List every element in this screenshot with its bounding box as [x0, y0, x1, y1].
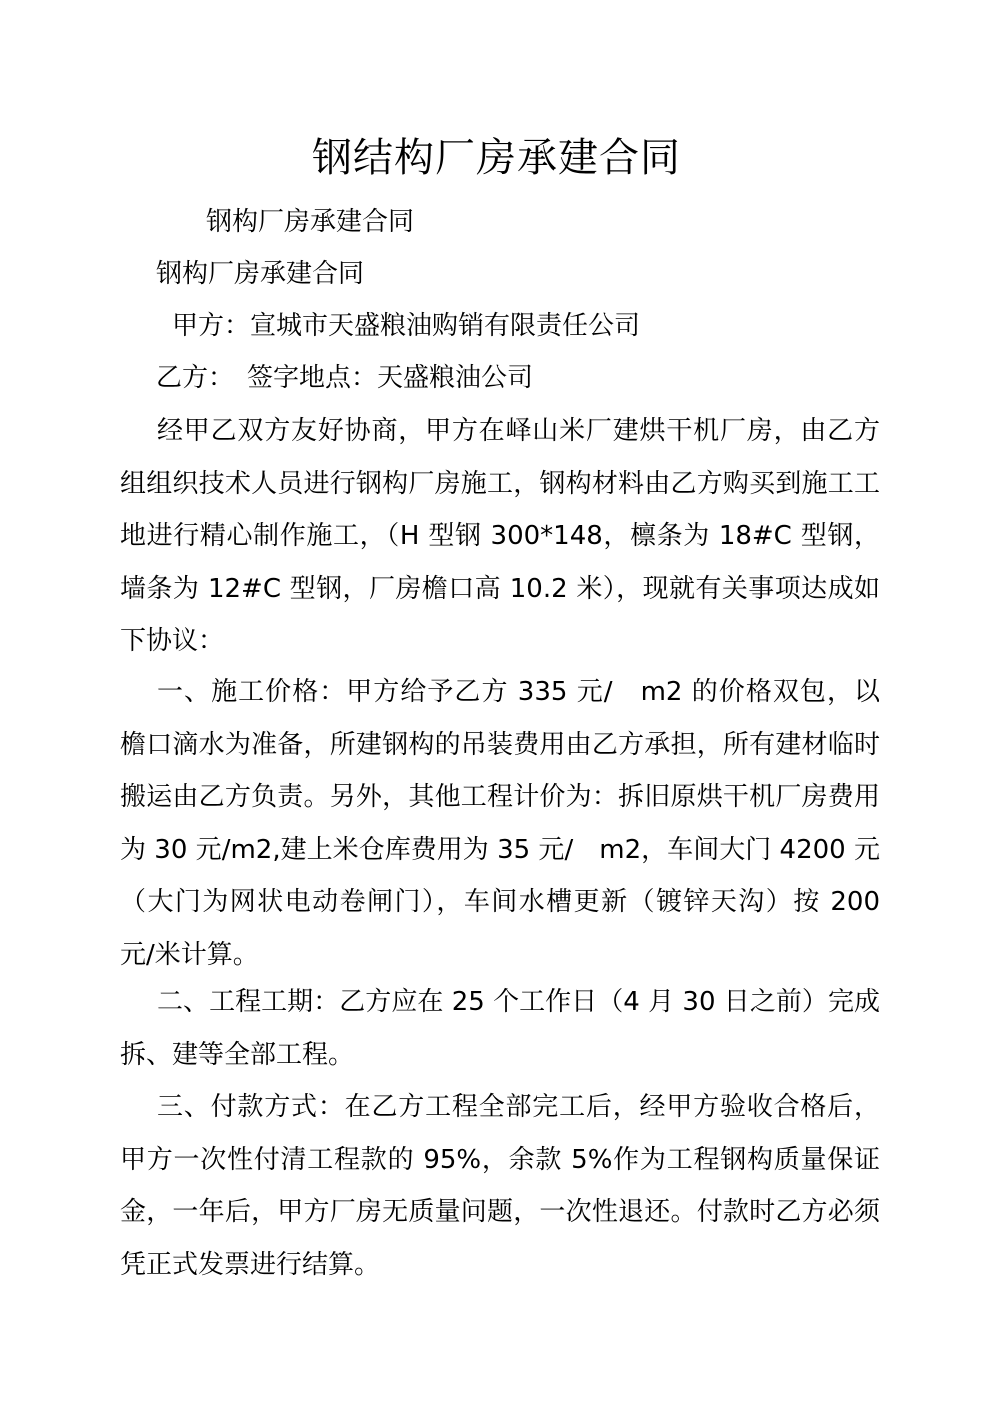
party-b-line: 乙方： 签字地点：天盛粮油公司: [156, 363, 534, 393]
subtitle-line-2: 钢构厂房承建合同: [156, 259, 365, 289]
clause-3-paragraph: 三、付款方式：在乙方工程全部完工后，经甲方验收合格后，甲方一次性付清工程款的 95%，余款 5%作为工程钢构质量保证金，一年后，甲方厂房无质量问题，一次性退还。付款时乙方必须凭正式发票进行结算。: [120, 1092, 880, 1280]
document-title: 钢结构厂房承建合同: [312, 135, 681, 181]
clause-2-paragraph: 二、工程工期：乙方应在 25 个工作日（4 月 30 日之前）完成拆、建等全部工程。: [120, 987, 880, 1070]
subtitle-line-1: 钢构厂房承建合同: [206, 207, 415, 237]
intro-paragraph: 经甲乙双方友好协商，甲方在峄山米厂建烘干机厂房，由乙方组组织技术人员进行钢构厂房施工，钢构材料由乙方购买到施工工地进行精心制作施工，（H 型钢 300*148，檩条为 18#C 型钢，墙条为 12#C 型钢，厂房檐口高 10.2 米），现就有关事项达成如下协议：: [120, 416, 880, 656]
clause-1-paragraph: 一、施工价格：甲方给予乙方 335 元/ m2 的价格双包，以檐口滴水为准备，所建钢构的吊装费用由乙方承担，所有建材临时搬运由乙方负责。另外，其他工程计价为：拆旧原烘干机厂房费用为 30 元/m2,建上米仓库费用为 35 元/ m2，车间大门 4200 元（大门为网状电动卷闸门），车间水槽更新（镀锌天沟）按 200 元/米计算。: [120, 677, 880, 970]
party-a-line: 甲方：宣城市天盛粮油购销有限责任公司: [172, 311, 641, 341]
